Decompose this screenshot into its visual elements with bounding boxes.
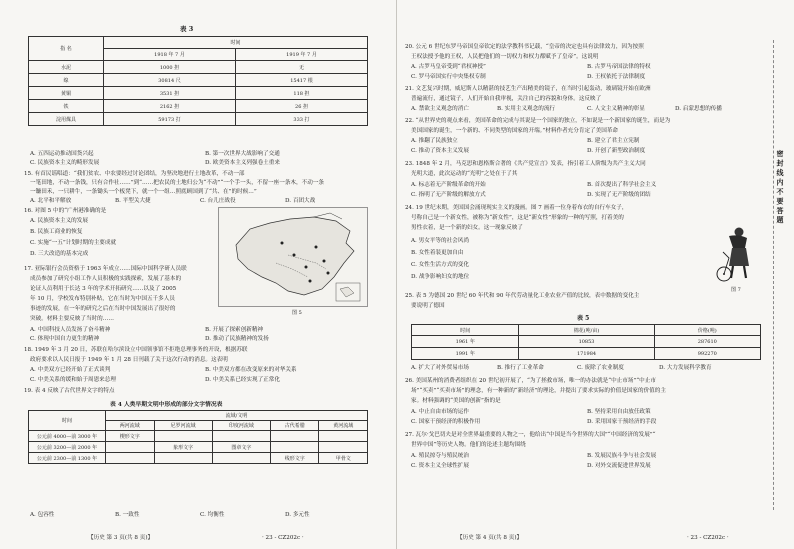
- table4-cell: 线形文字: [270, 453, 319, 464]
- table-row: [29, 87, 368, 100]
- q26-option-a[interactable]: A. 中止自由市场的运作: [411, 409, 469, 415]
- q22-stem-line: 22. “从世界史的观点来看，美国革命的完成与其说是一个国家的独立，不如说是一个新国家的诞生，而是为: [405, 118, 671, 124]
- q18-option-d[interactable]: D. 中美关系已经实现了正常化: [205, 377, 280, 383]
- table4-title: 表 4 人类早期文明中形成的部分文字情况表: [110, 402, 223, 408]
- table3-cell: 2162 担: [104, 100, 236, 113]
- q22-option-a[interactable]: A. 推翻了民族独立: [411, 138, 458, 144]
- table4-cell: 象形文字: [154, 442, 212, 453]
- table3-title: 表 3: [180, 25, 194, 33]
- q25-stem-line: 25. 表 5 为德国 20 世纪 60 年代和 90 年代劳动量化工业农业产值的比较，表中数据的变化主: [405, 293, 640, 299]
- q26-stem-line: 场”“买卖”“买卖市场”的理念，有一种新的“新经济”的理论，并提出了要求实际的价值是国家的价值的主: [411, 388, 666, 394]
- q18-option-a[interactable]: A. 中美双方已经开始了正式谈判: [30, 367, 111, 373]
- q20-option-d[interactable]: D. 王权依托于法律制度: [587, 74, 646, 80]
- table-row: [29, 113, 368, 126]
- q24-option-d[interactable]: D. 战争影响妇女的地位: [411, 274, 470, 280]
- q20-option-c[interactable]: C. 罗马帝国实行中央集权专制: [411, 74, 486, 80]
- q15-option-b[interactable]: B. 平型关大捷: [115, 198, 151, 204]
- q22-stem-line: 美国国家的诞生，一个新的、不同类型的国家的开端。”材料作者充分肯定了美国革命: [411, 128, 619, 134]
- q24-stem-line: 号称自己是一个新女性，被称为“新女性”，这是“新女性”形象的一种的写照，打着美的: [411, 215, 624, 221]
- table3-cell: 15417 根: [236, 74, 368, 87]
- table3-cell: 淀用煤具: [29, 113, 104, 126]
- q15-stem-line: 15. 有首民谣唱道：“我们贫农、中农要经过讨论团结，为坚决地进行土地改革，不动一部: [24, 171, 245, 177]
- q21-option-a[interactable]: A. 禁欲主义观念的消亡: [411, 106, 469, 112]
- q19-stem: 19. 表 4 反映了古代世界文字的特点: [24, 388, 115, 394]
- table4-region: 两河流域: [106, 421, 155, 431]
- q27-option-d[interactable]: D. 对外交流促进世界发展: [587, 463, 651, 469]
- q18-stem-line: 18. 1949 年 3 月 20 日，苏联在哈尔滨设立中国领事馆不拒绝总理事务的开设，根据苏联: [24, 347, 248, 353]
- table-row: [412, 336, 761, 348]
- table3-year: 1919 年 7 月: [236, 49, 368, 61]
- q24-option-b[interactable]: B. 女性着装更加自由: [411, 250, 464, 256]
- table4-cell: [212, 431, 270, 442]
- table3-cell: 黄铜: [29, 87, 104, 100]
- q17-stem-line: 事迹的发展，在一年的研究之后在当时中国发展出了很好的: [30, 306, 176, 312]
- table3: [28, 36, 368, 126]
- table5-cell: 287610: [654, 336, 760, 348]
- q25-option-c[interactable]: C. 废除了农业制度: [577, 365, 624, 371]
- table4-cell: 公元前 2300—前 1300 年: [29, 453, 106, 464]
- table4-cell: 楔形文字: [106, 431, 155, 442]
- table3-header-col1: 指 名: [29, 37, 104, 61]
- footer-page-label: 【历史 第 3 页(共 8 页)】: [88, 535, 154, 541]
- table5-header: 价格(吨): [654, 325, 760, 336]
- q18-option-b[interactable]: B. 中美双方都在改变原来的对华关系: [205, 367, 297, 373]
- q25-stem-line: 要说明了德国: [411, 303, 445, 309]
- table3-cell: 59173 打: [104, 113, 236, 126]
- table3-cell: 30814 尺: [104, 74, 236, 87]
- q15-stem-line: 一笔田地，不动一条钱，只有合作社……”到“……把农民的土地归公为“不动”“一个手一头，不留一座一条木，不动一条: [30, 180, 324, 186]
- q22-option-c[interactable]: C. 推动了资本主义发展: [411, 148, 469, 154]
- q24-stem-line: 男性衣着，是一个新的妇女。这一现象反映了: [411, 225, 523, 231]
- q16-option-d[interactable]: D. 三大改造的基本完成: [30, 251, 89, 257]
- table5-header: 时间: [412, 325, 519, 336]
- q24-option-c[interactable]: C. 女性生活方式的变化: [411, 262, 469, 268]
- table-row: [29, 442, 368, 453]
- footer-page-label: 【历史 第 4 页(共 8 页)】: [457, 535, 523, 541]
- q20-option-b[interactable]: B. 古罗马帝国法律的特权: [587, 64, 651, 70]
- table5-title: 表 5: [577, 315, 590, 322]
- q14-option-d[interactable]: D. 欧美资本主义列强卷土重来: [205, 160, 280, 166]
- table4-cell: [154, 431, 212, 442]
- q27-option-c[interactable]: C. 资本主义全球性扩展: [411, 463, 469, 469]
- q15-stem-line: 一镰田禾，一只耕牛，一条锄头一个板凳下，就一个一组…照底顾国到了“共、在”的时候…”: [30, 189, 257, 195]
- table5-cell: 1991 年: [412, 348, 519, 360]
- q16-option-b[interactable]: B. 民族工商业的恢复: [30, 229, 83, 235]
- table4-region: 黄河流域: [319, 421, 368, 431]
- q26-option-c[interactable]: C. 国家干预经济的积极作用: [411, 419, 481, 425]
- q21-option-d[interactable]: D. 启蒙思想的传播: [675, 106, 722, 112]
- q25-option-a[interactable]: A. 扩大了对外贸易市场: [411, 365, 469, 371]
- q14-option-c[interactable]: C. 民族资本主义的畸形发展: [30, 160, 100, 166]
- q20-stem-line: 20. 公元 6 世纪东罗马帝国皇帝钦定的法学教科书记载，“皇帝的决定也具有法律效力，因为按照: [405, 44, 644, 50]
- q15-option-d[interactable]: D. 百团大战: [285, 198, 316, 204]
- q17-option-b[interactable]: B. 开展了探索创新精神: [205, 327, 264, 333]
- table4-cell: [106, 453, 155, 464]
- table3-cell: 无: [236, 61, 368, 74]
- table-row: [29, 74, 368, 87]
- table5-cell: 992270: [654, 348, 760, 360]
- table4-region: 古代希腊: [270, 421, 319, 431]
- table4-region: 印度河流域: [212, 421, 270, 431]
- table4-cell: [270, 442, 319, 453]
- q19-option-b[interactable]: B. 一致性: [115, 512, 140, 518]
- q23-stem-line: 光明大道，此次运动的“光明”之处在于了其: [411, 171, 518, 177]
- q16-stem: 16. 对图 5 中的“广州港准确的是: [24, 208, 107, 214]
- q23-option-b[interactable]: B. 首次提出了科学社会主义: [587, 182, 657, 188]
- q18-stem-line: 政府要求以人民日报于 1949 年 1 月 28 日刊载了关于这次行动的消息。这表明: [30, 357, 228, 363]
- table3-cell: 333 打: [236, 113, 368, 126]
- q21-stem-line: 普遍流行，通过镜子，人们开始自我审视，关注自己的容貌和身体。这反映了: [411, 96, 602, 102]
- table4-cell: [270, 431, 319, 442]
- table-row: [29, 431, 368, 442]
- q22-option-b[interactable]: B. 建立了君主立宪制: [587, 138, 640, 144]
- table3-cell: 缐: [29, 74, 104, 87]
- q23-stem-line: 23. 1848 年 2 月，马克思和恩格斯合著的《共产党宣言》发表，指引着工人阶级为共产主义大同: [405, 161, 646, 167]
- china-map-figure: [218, 207, 368, 307]
- table4-region: 尼罗河流域: [154, 421, 212, 431]
- table4-cell: 甲骨文: [319, 453, 368, 464]
- q19-option-a[interactable]: A. 包容性: [30, 512, 55, 518]
- q27-stem-line: 27. 瓦尔·戈巴切夫是对全世界最重要的人物之一，他给出“中国是当今世界的大国”“中国经济的发展”“: [405, 432, 656, 438]
- table3-cell: 118 担: [236, 87, 368, 100]
- q15-option-a[interactable]: A. 北平和平解放: [30, 198, 72, 204]
- table3-cell: 水泥: [29, 61, 104, 74]
- q14-option-a[interactable]: A. 五四运动推动国货兴起: [30, 151, 94, 157]
- table5-cell: 1961 年: [412, 336, 519, 348]
- q17-option-a[interactable]: A. 中国科技人员发扬了奋斗精神: [30, 327, 111, 333]
- q23-option-a[interactable]: A. 标志着无产阶级革命的开始: [411, 182, 486, 188]
- q25-option-d[interactable]: D. 大力发展科学教育: [659, 365, 712, 371]
- table5-cell: 171984: [519, 348, 654, 360]
- q20-stem-line: 王权法授予他的王权，人民把他们的一切权力和权力都赋予了皇帝”。这说明: [411, 54, 599, 60]
- q26-option-d[interactable]: D. 采用国家干预经济的手段: [587, 419, 657, 425]
- q15-option-c[interactable]: C. 台儿庄战役: [200, 198, 236, 204]
- table4-cell: 图章文字: [212, 442, 270, 453]
- q19-option-d[interactable]: D. 多元性: [285, 512, 310, 518]
- table4-cell: 公元前 4000—前 3000 年: [29, 431, 106, 442]
- q16-option-c[interactable]: C. 实施“一五”计划时期的主要成就: [30, 240, 117, 246]
- seal-cut-line: [773, 40, 774, 510]
- q26-stem-line: 26. 美国某州的消费者组织在 20 世纪初开展了，“为了拯救市场，唯一的办法就是“中止市场”“中止市: [405, 378, 656, 384]
- table-row: [29, 453, 368, 464]
- table3-cell: 3531 担: [104, 87, 236, 100]
- footer-code: · 23 - CZ202c ·: [687, 535, 729, 541]
- q26-option-b[interactable]: B. 坚持采用自由放任政策: [587, 409, 651, 415]
- q17-stem-line: 17. 亚际银行会员资格于 1963 年成立……国际中国科学研人员联: [24, 266, 187, 272]
- q27-option-a[interactable]: A. 殖民掠夺与殖民统治: [411, 453, 469, 459]
- q25-option-b[interactable]: B. 推行了工业革命: [497, 365, 544, 371]
- table3-cell: 铁: [29, 100, 104, 113]
- q20-option-a[interactable]: A. 古罗马皇帝受到“君权神授”: [411, 64, 486, 70]
- q16-option-a[interactable]: A. 民族资本主义的发展: [30, 218, 88, 224]
- seal-line-notice: 密 封 线 内 不 要 答 题: [776, 150, 785, 224]
- q24-stem-line: 24. 19 世纪末期，美国国会涌现现实主义的漫画。图 7 画着一位身着布衣的自行车女子，: [405, 205, 628, 211]
- table5-cell: 10853: [519, 336, 654, 348]
- q17-stem-line: 年 10 月，学校发布特别补贴，它在当时为中国五千多人员: [30, 296, 175, 302]
- table3-cell: 1000 担: [104, 61, 236, 74]
- table-row: [412, 348, 761, 360]
- table4: [28, 410, 368, 464]
- table5: [411, 324, 761, 360]
- table4-cell: 公元前 3200—前 2000 年: [29, 442, 106, 453]
- q23-option-c[interactable]: C. 指明了无产阶级的解放方式: [411, 192, 486, 198]
- q17-option-d[interactable]: D. 推动了民族精神的发扬: [205, 336, 269, 342]
- q17-stem-line: 突破。材料主要反映了当时的……: [30, 316, 114, 322]
- table3-year: 1918 年 7 月: [104, 49, 236, 61]
- table4-cell: [106, 442, 155, 453]
- map-caption: 图 5: [292, 310, 302, 316]
- table4-region-header: 流域/文明: [106, 411, 368, 421]
- q18-option-c[interactable]: C. 中美关系的缓和始于周恩来总理: [30, 377, 116, 383]
- table4-cell: [212, 453, 270, 464]
- q23-option-d[interactable]: D. 实现了无产阶级的团结: [587, 192, 651, 198]
- q17-stem-line: 论证人员利用于长达 3 年的学术开拓研究……以及了 2005: [30, 286, 177, 292]
- table-row: [29, 61, 368, 74]
- q17-stem-line: 成员参加了研究小组工作人员积极的实践探索，发展了基本的: [30, 276, 182, 282]
- q21-stem-line: 21. 文艺复兴时期，威尼斯人以精湛的技艺生产出精美的镜子，在当时引起轰动，玻璃镜开始在欧洲: [405, 86, 651, 92]
- q21-option-c[interactable]: C. 人文主义精神的彰显: [587, 106, 645, 112]
- q14-option-b[interactable]: B. 第一次世界大战影响了交通: [205, 151, 280, 157]
- right-page: [397, 0, 794, 549]
- q22-option-d[interactable]: D. 开创了新型政治制度: [587, 148, 646, 154]
- table5-header: 棉花(吨/亩): [519, 325, 654, 336]
- table3-header-span: 时间: [104, 37, 368, 49]
- woman-bicycle-figure: [715, 226, 757, 286]
- table3-cell: 26 担: [236, 100, 368, 113]
- table4-cell: [154, 453, 212, 464]
- table4-time-header: 时间: [29, 411, 106, 431]
- q24-option-a[interactable]: A. 男女平等的社会风尚: [411, 238, 469, 244]
- q17-option-c[interactable]: C. 体现中国自力更生的精神: [30, 336, 100, 342]
- q19-option-c[interactable]: C. 均衡性: [200, 512, 225, 518]
- table-row: [29, 100, 368, 113]
- footer-code: · 23 - CZ202c ·: [262, 535, 304, 541]
- q26-stem-line: 家。材料强调的“美国的创新”指的是: [411, 398, 501, 404]
- q27-stem-line: 世界中国”等历史人物。他们的论述主题均围绕: [411, 442, 526, 448]
- fig7-caption: 图 7: [731, 287, 741, 293]
- table4-cell: [319, 431, 368, 442]
- q21-option-b[interactable]: B. 实用主义观念的流行: [497, 106, 556, 112]
- table4-cell: [319, 442, 368, 453]
- q27-option-b[interactable]: B. 发展民族斗争与社会发展: [587, 453, 657, 459]
